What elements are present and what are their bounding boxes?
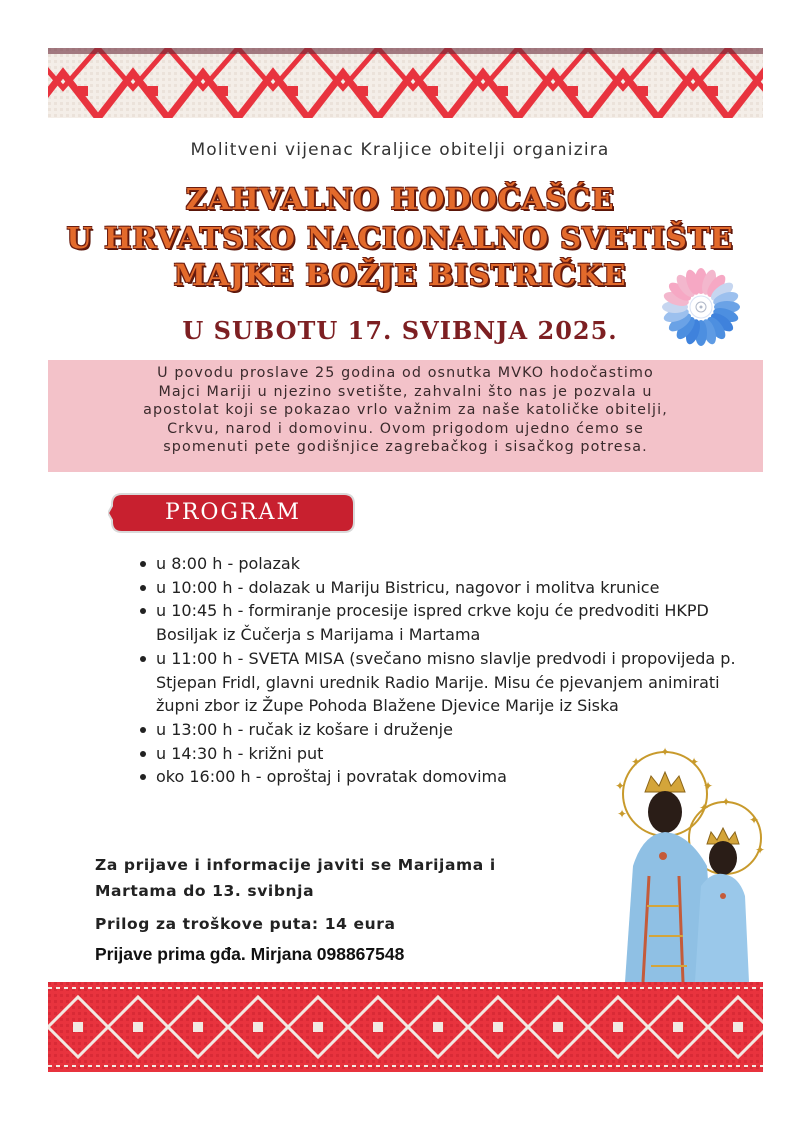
bottom-embroidery-band [48, 982, 763, 1072]
schedule-item: oko 16:00 h - oproštaj i povratak domovima [138, 765, 738, 789]
top-embroidery-band [48, 48, 763, 118]
program-heading: PROGRAM [165, 500, 301, 525]
schedule-item: u 10:45 h - formiranje procesije ispred crkve koju će predvoditi HKPD Bosiljak iz Čučerja s Marijama i Martama [138, 599, 738, 646]
signup-contact: Prijave prima gđa. Mirjana 098867548 [95, 944, 405, 964]
schedule-item: u 11:00 h - SVETA MISA (svečano misno slavlje predvodi i propovijeda p. Stjepan Fridl, glavni urednik Radio Marije. Misu će pjevanjem animirati župni zbor iz Župe Pohoda Blažene Djevice Marije iz Siska [138, 647, 738, 718]
svg-text:✦: ✦ [699, 801, 710, 815]
title-line-2: U HRVATSKO NACIONALNO SVETIŠTE [66, 221, 734, 255]
svg-text:✦: ✦ [721, 795, 732, 809]
organizer-intro: Molitveni vijenac Kraljice obitelji organizira [190, 140, 610, 160]
embroidery-pattern-icon [48, 48, 763, 118]
schedule-item: u 8:00 h - polazak [138, 552, 738, 576]
title-line-3: MAJKE BOŽJE BISTRIČKE [173, 258, 627, 292]
embroidery-pattern-icon [48, 982, 763, 1072]
svg-text:✦: ✦ [689, 755, 700, 769]
event-date: U SUBOTU 17. SVIBNJA 2025. [182, 316, 618, 345]
svg-text:✦: ✦ [755, 843, 766, 857]
announcement-line: Majci Mariji u njezino svetište, zahvalni što nas je pozvala u [158, 383, 653, 400]
contact-info: Za prijave i informacije javiti se Marijama i Martama do 13. svibnja [95, 856, 496, 900]
announcement-line: Crkvu, narod i domovinu. Ovom prigodom ujedno ćemo se [167, 420, 644, 437]
svg-text:✦: ✦ [749, 813, 760, 827]
title-line-1: ZAHVALNO HODOČAŠĆE [185, 182, 615, 216]
black-madonna-statue-icon [603, 746, 768, 982]
program-badge [108, 490, 358, 536]
svg-text:✦: ✦ [615, 779, 626, 793]
svg-text:✦: ✦ [660, 746, 671, 759]
schedule-item: u 13:00 h - ručak iz košare i druženje [138, 718, 738, 742]
schedule-item: u 14:30 h - križni put [138, 742, 738, 766]
svg-text:✦: ✦ [631, 755, 642, 769]
announcement-line: spomenuti pete godišnjice zagrebačkog i sisačkog potresa. [163, 439, 648, 455]
announcement-line: apostolat koji se pokazao vrlo važnim za naše katoličke obitelji, [143, 402, 668, 418]
schedule-item: u 10:00 h - dolazak u Mariju Bistricu, nagovor i molitva krunice [138, 576, 738, 600]
travel-cost: Prilog za troškove puta: 14 eura [95, 915, 396, 933]
svg-text:✦: ✦ [617, 807, 628, 821]
announcement-line: U povodu proslave 25 godina od osnutka MVKO hodočastimo [157, 365, 654, 381]
rosary-wreath-logo-icon [662, 268, 740, 346]
announcement-box [48, 360, 763, 472]
svg-text:✦: ✦ [703, 779, 714, 793]
